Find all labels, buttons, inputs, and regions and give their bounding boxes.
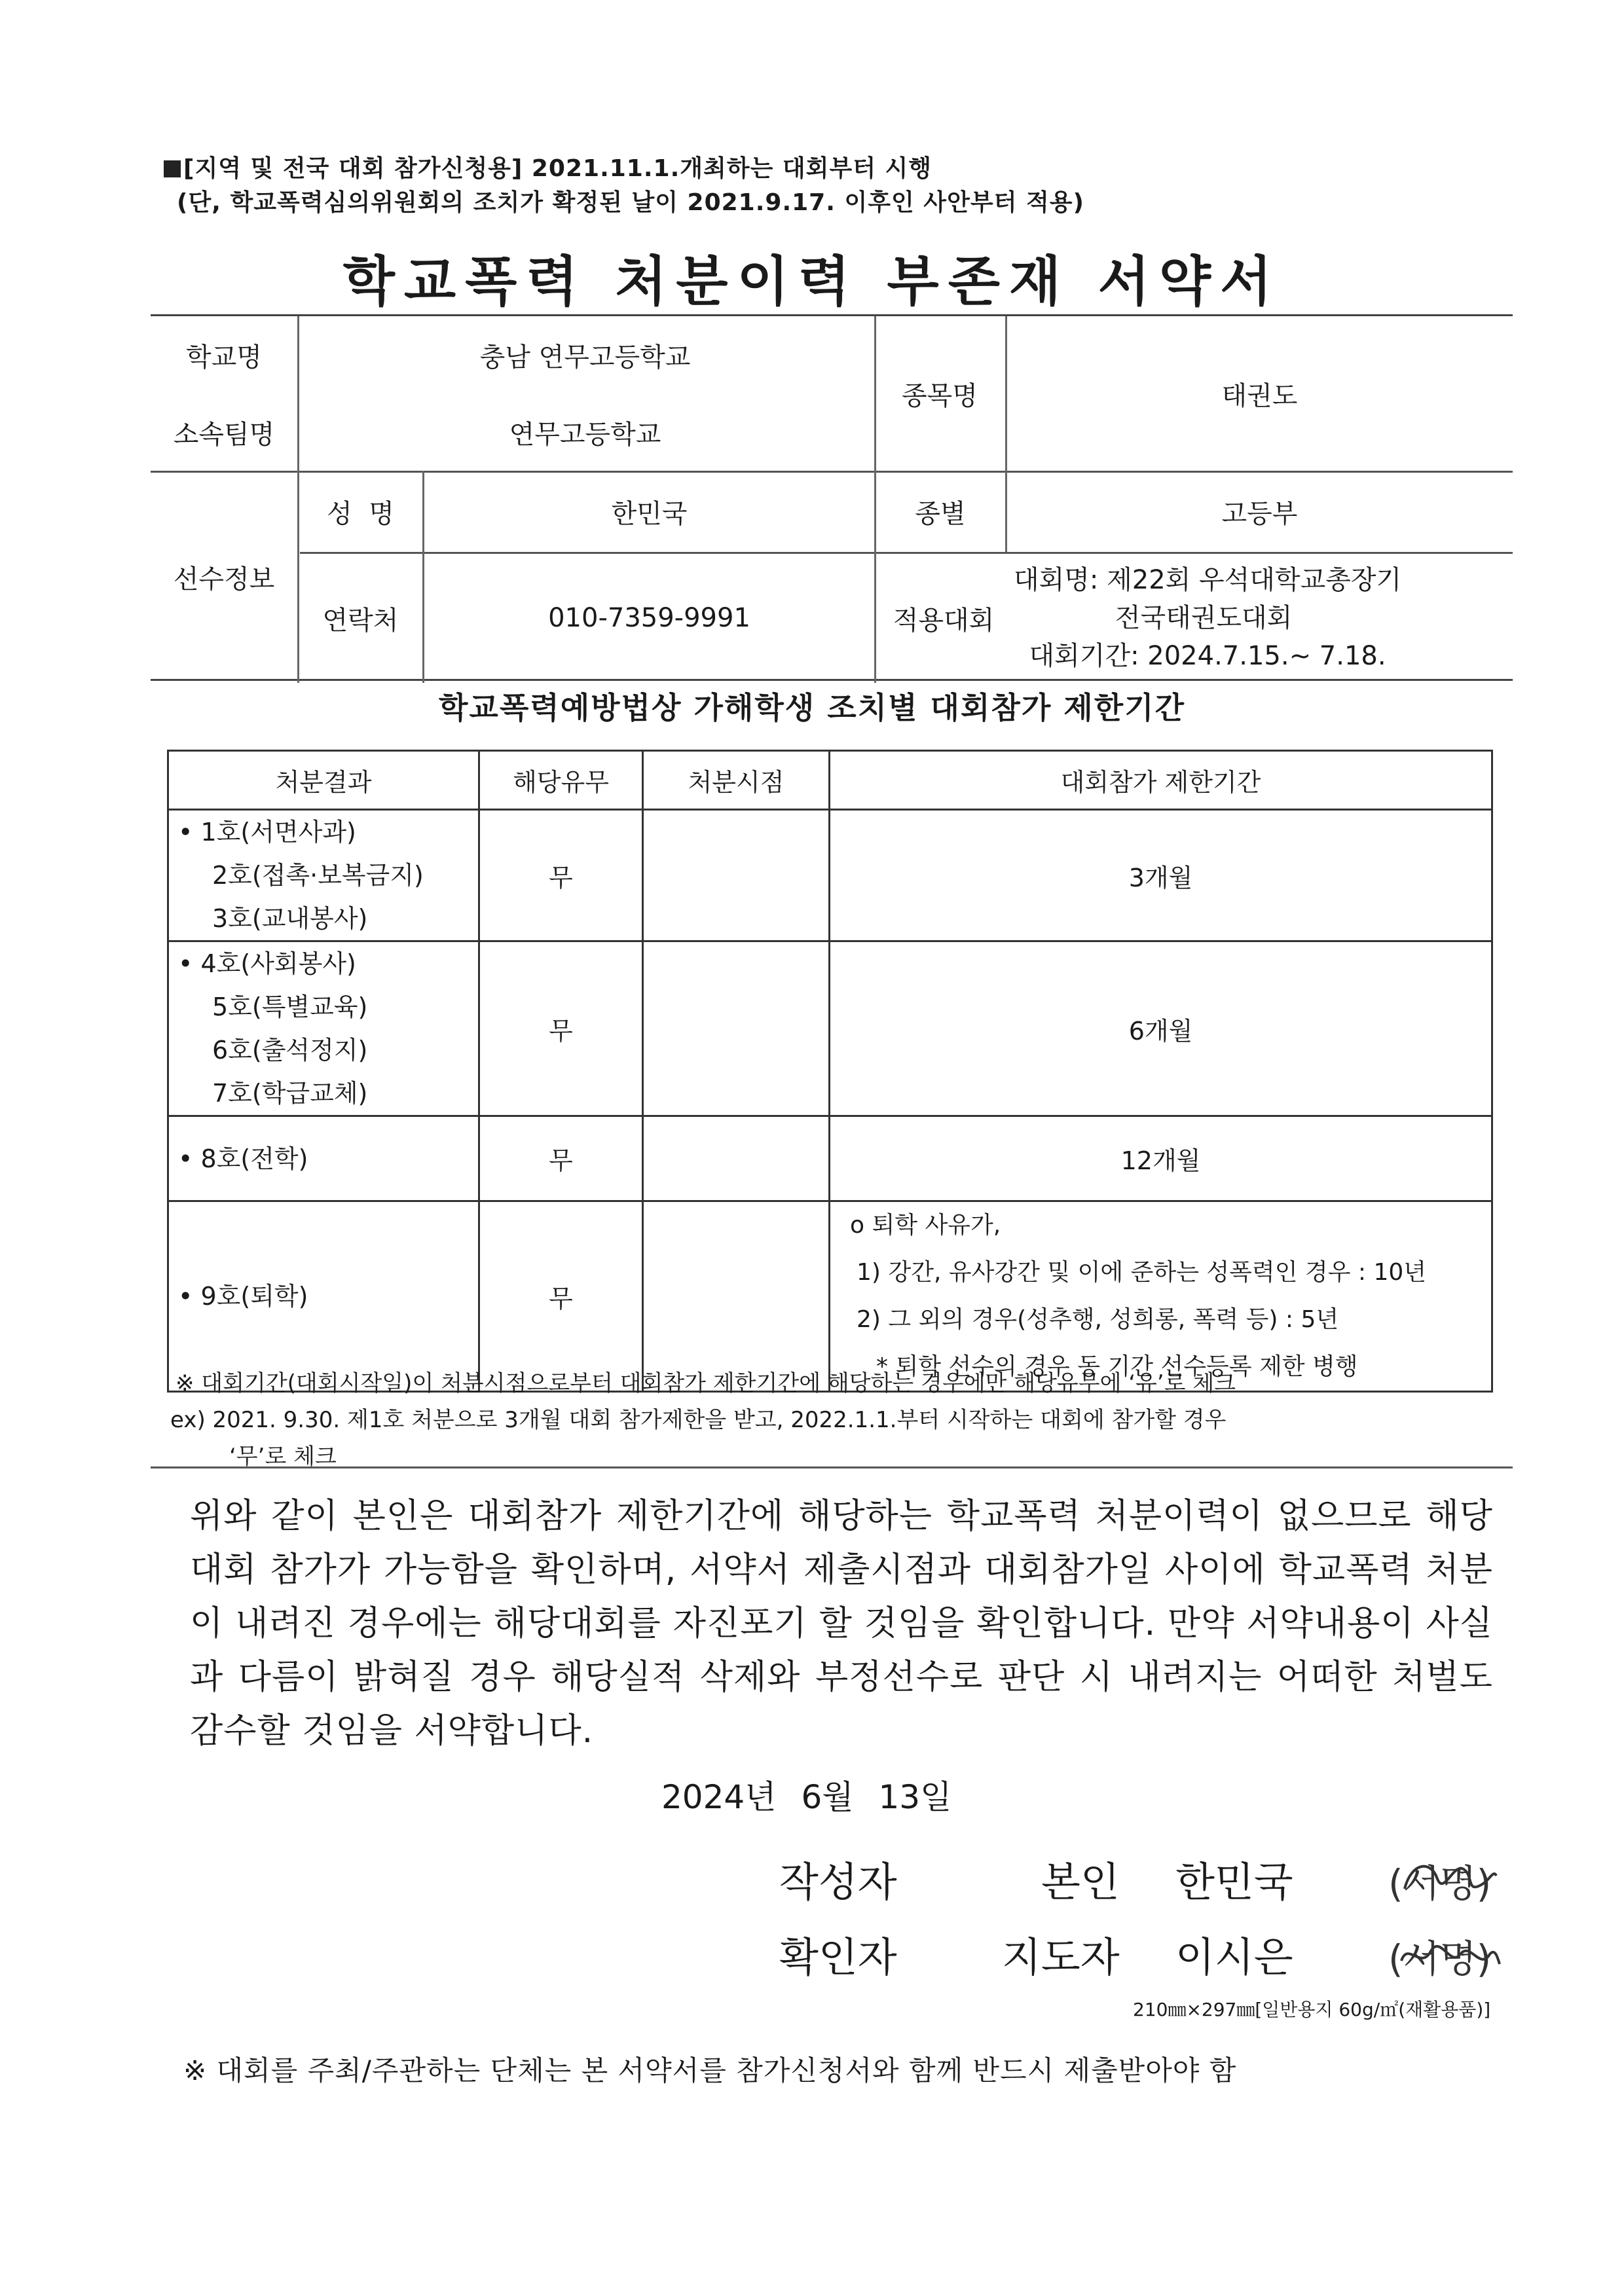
competition-info [1008, 553, 1513, 683]
writer-seal: (서명) [1388, 1861, 1492, 1906]
result-item: 7호(학급교체) [212, 1079, 368, 1108]
footnote-line: ※ 대회기간(대회시작일)이 처분시점으로부터 대회참가 제한기간에 해당하는 경우에만 해당유무에 ‘유’로 체크 [175, 1370, 1236, 1396]
result-cell [168, 941, 479, 1116]
player-name-label: 성 명 [327, 498, 394, 529]
square-bullet-icon [164, 160, 181, 177]
timing-cell [643, 810, 830, 941]
notice-line-1: [지역 및 전국 대회 참가신청용] 2021.11.1.개최하는 대회부터 시행 [164, 152, 1084, 186]
writer-signature-row [0, 1850, 1624, 1908]
expulsion-line: 1) 강간, 유사강간 및 이에 준하는 성폭력인 경우 : 10년 [857, 1259, 1427, 1286]
table-row [168, 1116, 1492, 1201]
writer-role: 본인 [1041, 1858, 1120, 1906]
result-cell [168, 1201, 479, 1392]
event-value: 태권도 [1221, 380, 1298, 411]
contact-value: 010-7359-9991 [548, 603, 750, 633]
school-name-label: 학교명 [186, 342, 262, 373]
result-cell [168, 1116, 479, 1201]
expulsion-line: o 퇴학 사유가, [850, 1212, 1001, 1239]
confirmer-name: 이시은 [1175, 1933, 1293, 1981]
table-footnote [170, 1365, 1236, 1475]
division-value: 고등부 [1221, 498, 1298, 529]
restriction-table [167, 750, 1493, 1393]
notice-line-2: (단, 학교폭력심의위원회의 조치가 확정된 날이 2021.9.17. 이후인 사안부터 적용) [177, 189, 1084, 216]
notice [164, 152, 1084, 220]
result-item: 3호(교내봉사) [212, 904, 368, 933]
restriction-table-title: 학교폭력예방법상 가해학생 조치별 대회참가 제한기간 [438, 690, 1186, 725]
table-row [168, 810, 1492, 941]
result-cell [168, 810, 479, 941]
division-label: 종별 [915, 498, 966, 529]
footnote-line: ‘무’로 체크 [229, 1444, 337, 1470]
result-item: 5호(특별교육) [212, 993, 368, 1021]
event-label: 종목명 [902, 380, 978, 411]
player-info-label: 선수정보 [173, 564, 275, 594]
writer-name: 한민국 [1175, 1858, 1293, 1906]
writer-label: 작성자 [779, 1858, 897, 1906]
table-row [168, 941, 1492, 1116]
paper-size-note: 210㎜×297㎜[일반용지 60g/㎡(재활용품)] [1133, 1999, 1491, 2020]
confirmer-signature-row [0, 1925, 1624, 1984]
result-item: 6호(출석정지) [212, 1036, 368, 1065]
applicable-cell: 무 [479, 941, 643, 1116]
school-name-value: 충남 연무고등학교 [479, 342, 691, 373]
period-cell: 6개월 [830, 941, 1492, 1116]
result-item: 2호(접촉·보복금지) [212, 861, 424, 890]
team-name-label: 소속팀명 [173, 419, 275, 450]
applied-competition-label: 적용대회 [893, 605, 995, 636]
competition-name-cont: 전국태권도대회 [1115, 603, 1293, 633]
confirmer-signature-scribble [1392, 1925, 1503, 1984]
info-table [151, 314, 1513, 681]
expulsion-period-cell [830, 1201, 1492, 1392]
table-row [168, 1201, 1492, 1392]
applicable-cell: 무 [479, 1116, 643, 1201]
timing-cell [643, 1201, 830, 1392]
period-cell: 3개월 [830, 810, 1492, 941]
submission-note: ※ 대회를 주최/주관하는 단체는 본 서약서를 참가신청서와 함께 반드시 제출받아야 함 [183, 2054, 1237, 2086]
pledge-text: 위와 같이 본인은 대회참가 제한기간에 해당하는 학교폭력 처분이력이 없으므로 해당 대회 참가가 가능함을 확인하며, 서약서 제출시점과 대회참가일 사이에 학교폭력 처분이 내려진 경우에는 해당대회를 자진포기 할 것임을 확인합니다. 만약 서약내용이 사실과 다름이 밝혀질 경우 해당실적 삭제와 부정선수로 판단 시 내려지는 어떠한 처벌도 감수할 것임을 서약합니다. [190, 1497, 1493, 1751]
timing-cell [643, 1116, 830, 1201]
result-item: • 8호(전학) [178, 1137, 478, 1180]
header-timing: 처분시점 [643, 751, 830, 810]
competition-name: 대회명: 제22회 우석대학교총장기 [1014, 565, 1402, 595]
footnote-line: ex) 2021. 9.30. 제1호 처분으로 3개월 대회 참가제한을 받고, 2022.1.1.부터 시작하는 대회에 참가할 경우 [170, 1407, 1227, 1433]
result-item: • 1호(서면사과) [178, 811, 478, 854]
result-item: • 9호(퇴학) [178, 1275, 478, 1318]
expulsion-line: 2) 그 외의 경우(성추행, 성희롱, 폭력 등) : 5년 [857, 1306, 1339, 1333]
header-period: 대회참가 제한기간 [830, 751, 1492, 810]
header-applicable: 해당유무 [479, 751, 643, 810]
period-cell: 12개월 [830, 1116, 1492, 1201]
table-header-row [168, 751, 1492, 810]
applicable-cell: 무 [479, 810, 643, 941]
header-result: 처분결과 [168, 751, 479, 810]
confirmer-label: 확인자 [779, 1933, 897, 1981]
result-item: • 4호(사회봉사) [178, 942, 478, 985]
applicable-cell: 무 [479, 1201, 643, 1392]
divider [151, 1467, 1513, 1468]
confirmer-seal: (서명) [1388, 1937, 1492, 1981]
pledge-date: 2024년 6월 13일 [661, 1778, 952, 1816]
timing-cell [643, 941, 830, 1116]
writer-signature-scribble [1392, 1850, 1503, 1908]
document-title: 학교폭력 처분이력 부존재 서약서 [342, 251, 1282, 313]
confirmer-role: 지도자 [1002, 1933, 1120, 1981]
competition-period: 대회기간: 2024.7.15.~ 7.18. [1029, 641, 1386, 671]
team-name-value: 연무고등학교 [509, 419, 661, 450]
player-name-value: 한민국 [611, 498, 688, 529]
contact-label: 연락처 [322, 605, 399, 636]
expulsion-line: * 퇴학 선수의 경우 동 기간 선수등록 제한 병행 [876, 1353, 1358, 1380]
